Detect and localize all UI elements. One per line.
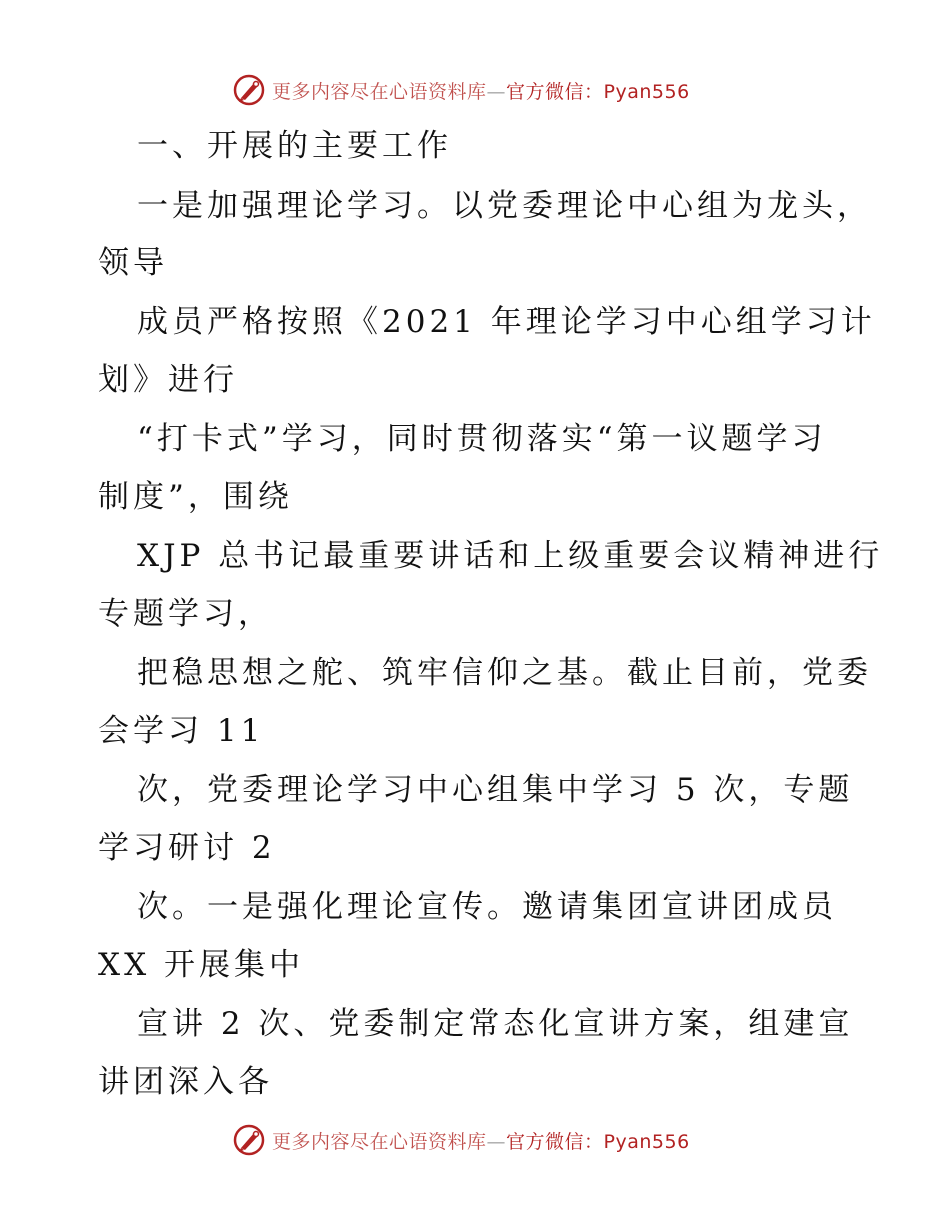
footer-banner: [232, 1120, 832, 1160]
banner-separator: —: [486, 1130, 507, 1153]
paragraph-line: 次，党委理论学习中心组集中学习 5 次，专题: [137, 772, 854, 808]
pen-logo-icon: [232, 1123, 266, 1157]
banner-wechat-text: 官方微信：Pyan556: [506, 1130, 690, 1153]
paragraph-line: 学习研讨 2: [98, 830, 276, 866]
paragraph-line: “打卡式”学习，同时贯彻落实“第一议题学习: [137, 421, 827, 457]
paragraph-line: 一是加强理论学习。以党委理论中心组为龙头，: [137, 188, 872, 224]
banner-main-text: 更多内容尽在心语资料库: [272, 80, 487, 103]
banner-main-text: 更多内容尽在心语资料库: [272, 1130, 487, 1153]
paragraph-line: XJP 总书记最重要讲话和上级重要会议精神进行: [137, 538, 884, 574]
paragraph-line: 宣讲 2 次、党委制定常态化宣讲方案，组建宣: [137, 1006, 854, 1042]
paragraph-line: 会学习 11: [98, 713, 265, 749]
paragraph-line: 专题学习，: [98, 596, 273, 632]
paragraph-line: 次。一是强化理论宣传。邀请集团宣讲团成员: [137, 889, 837, 925]
banner-separator: —: [486, 80, 507, 103]
paragraph-line: 把稳思想之舵、筑牢信仰之基。截止目前，党委: [137, 655, 872, 691]
banner-wechat-text: 官方微信：Pyan556: [506, 80, 690, 103]
paragraph-line: 成员严格按照《2021 年理论学习中心组学习计: [137, 304, 876, 340]
paragraph-line: XX 开展集中: [98, 947, 304, 983]
banner-text: [272, 1127, 690, 1154]
paragraph-line: 领导: [98, 245, 168, 281]
section-heading: 一、开展的主要工作: [137, 128, 452, 164]
paragraph-line: 制度”，围绕: [98, 479, 293, 515]
paragraph-line: 讲团深入各: [98, 1064, 273, 1100]
paragraph-line: 划》进行: [98, 362, 238, 398]
